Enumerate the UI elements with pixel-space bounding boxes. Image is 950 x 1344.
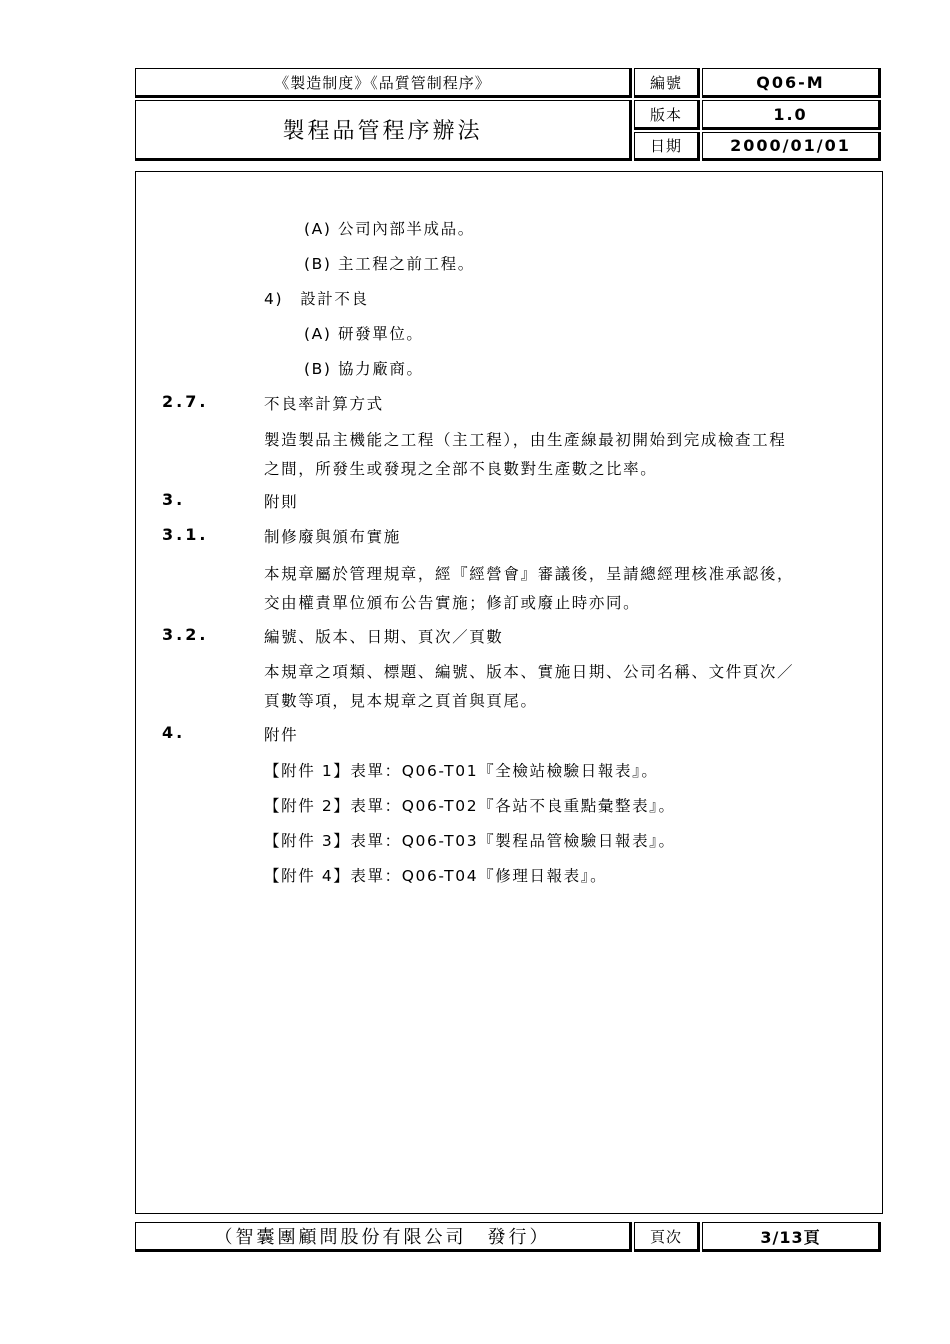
paragraph-line: 製造製品主機能之工程（主工程），由生產線最初開始到完成檢查工程 [264, 431, 787, 449]
list-item: (A) 研發單位。 [304, 325, 424, 343]
list-item: (B) 協力廠商。 [304, 360, 424, 378]
header-system [135, 68, 632, 98]
version-value [702, 100, 881, 130]
footer-publisher [135, 1222, 632, 1252]
section-number: 3. [162, 490, 186, 509]
code-value-text: Q06-M [756, 72, 825, 92]
section-number: 3.1. [162, 525, 209, 544]
document-title [135, 100, 632, 161]
code-label-text: 編號 [649, 73, 682, 92]
attachment-item: 【附件 4】表單：Q06-T04『修理日報表』。 [264, 867, 608, 885]
code-value [702, 68, 881, 98]
paragraph-line: 頁數等項，見本規章之頁首與頁尾。 [264, 692, 538, 710]
section-title: 附件 [264, 726, 299, 744]
date-label [634, 132, 700, 161]
section-title: 編號、版本、日期、頁次／頁數 [264, 628, 504, 646]
code-label [634, 68, 700, 98]
paragraph-line: 之間，所發生或發現之全部不良數對生產數之比率。 [264, 460, 658, 478]
attachment-item: 【附件 2】表單：Q06-T02『各站不良重點彙整表』。 [264, 797, 676, 815]
section-number: 4. [162, 723, 186, 742]
section-number: 2.7. [162, 392, 209, 411]
list-item: (A) 公司內部半成品。 [304, 220, 475, 238]
section-title: 附則 [264, 493, 299, 511]
date-value-text: 2000/01/01 [730, 136, 851, 155]
section-title: 不良率計算方式 [264, 395, 384, 413]
version-label-text: 版本 [649, 105, 682, 124]
page-label-text: 頁次 [649, 1227, 682, 1246]
section-title: 制修廢與頒布實施 [264, 528, 401, 546]
attachment-item: 【附件 3】表單：Q06-T03『製程品管檢驗日報表』。 [264, 832, 676, 850]
date-label-text: 日期 [649, 137, 682, 155]
paragraph-line: 本規章之項類、標題、編號、版本、實施日期、公司名稱、文件頁次／ [264, 663, 795, 681]
version-value-text: 1.0 [773, 104, 808, 124]
footer-publisher-text: （智囊團顧問股份有限公司 發行） [214, 1227, 551, 1248]
page-number [702, 1222, 881, 1252]
date-value [702, 132, 881, 161]
page-label [634, 1222, 700, 1252]
list-item: 4) 設計不良 [264, 290, 369, 308]
paragraph-line: 交由權責單位頒布公告實施；修訂或廢止時亦同。 [264, 594, 641, 612]
page-number-text: 3/13頁 [760, 1227, 821, 1247]
paragraph-line: 本規章屬於管理規章，經『經營會』審議後，呈請總經理核准承認後， [264, 565, 795, 583]
attachment-item: 【附件 1】表單：Q06-T01『全檢站檢驗日報表』。 [264, 762, 659, 780]
document-title-text: 製程品管程序辦法 [282, 119, 483, 144]
section-number: 3.2. [162, 625, 209, 644]
header-system-text: 《製造制度》《品質管制程序》 [274, 73, 491, 92]
list-item: (B) 主工程之前工程。 [304, 255, 475, 273]
version-label [634, 100, 700, 130]
